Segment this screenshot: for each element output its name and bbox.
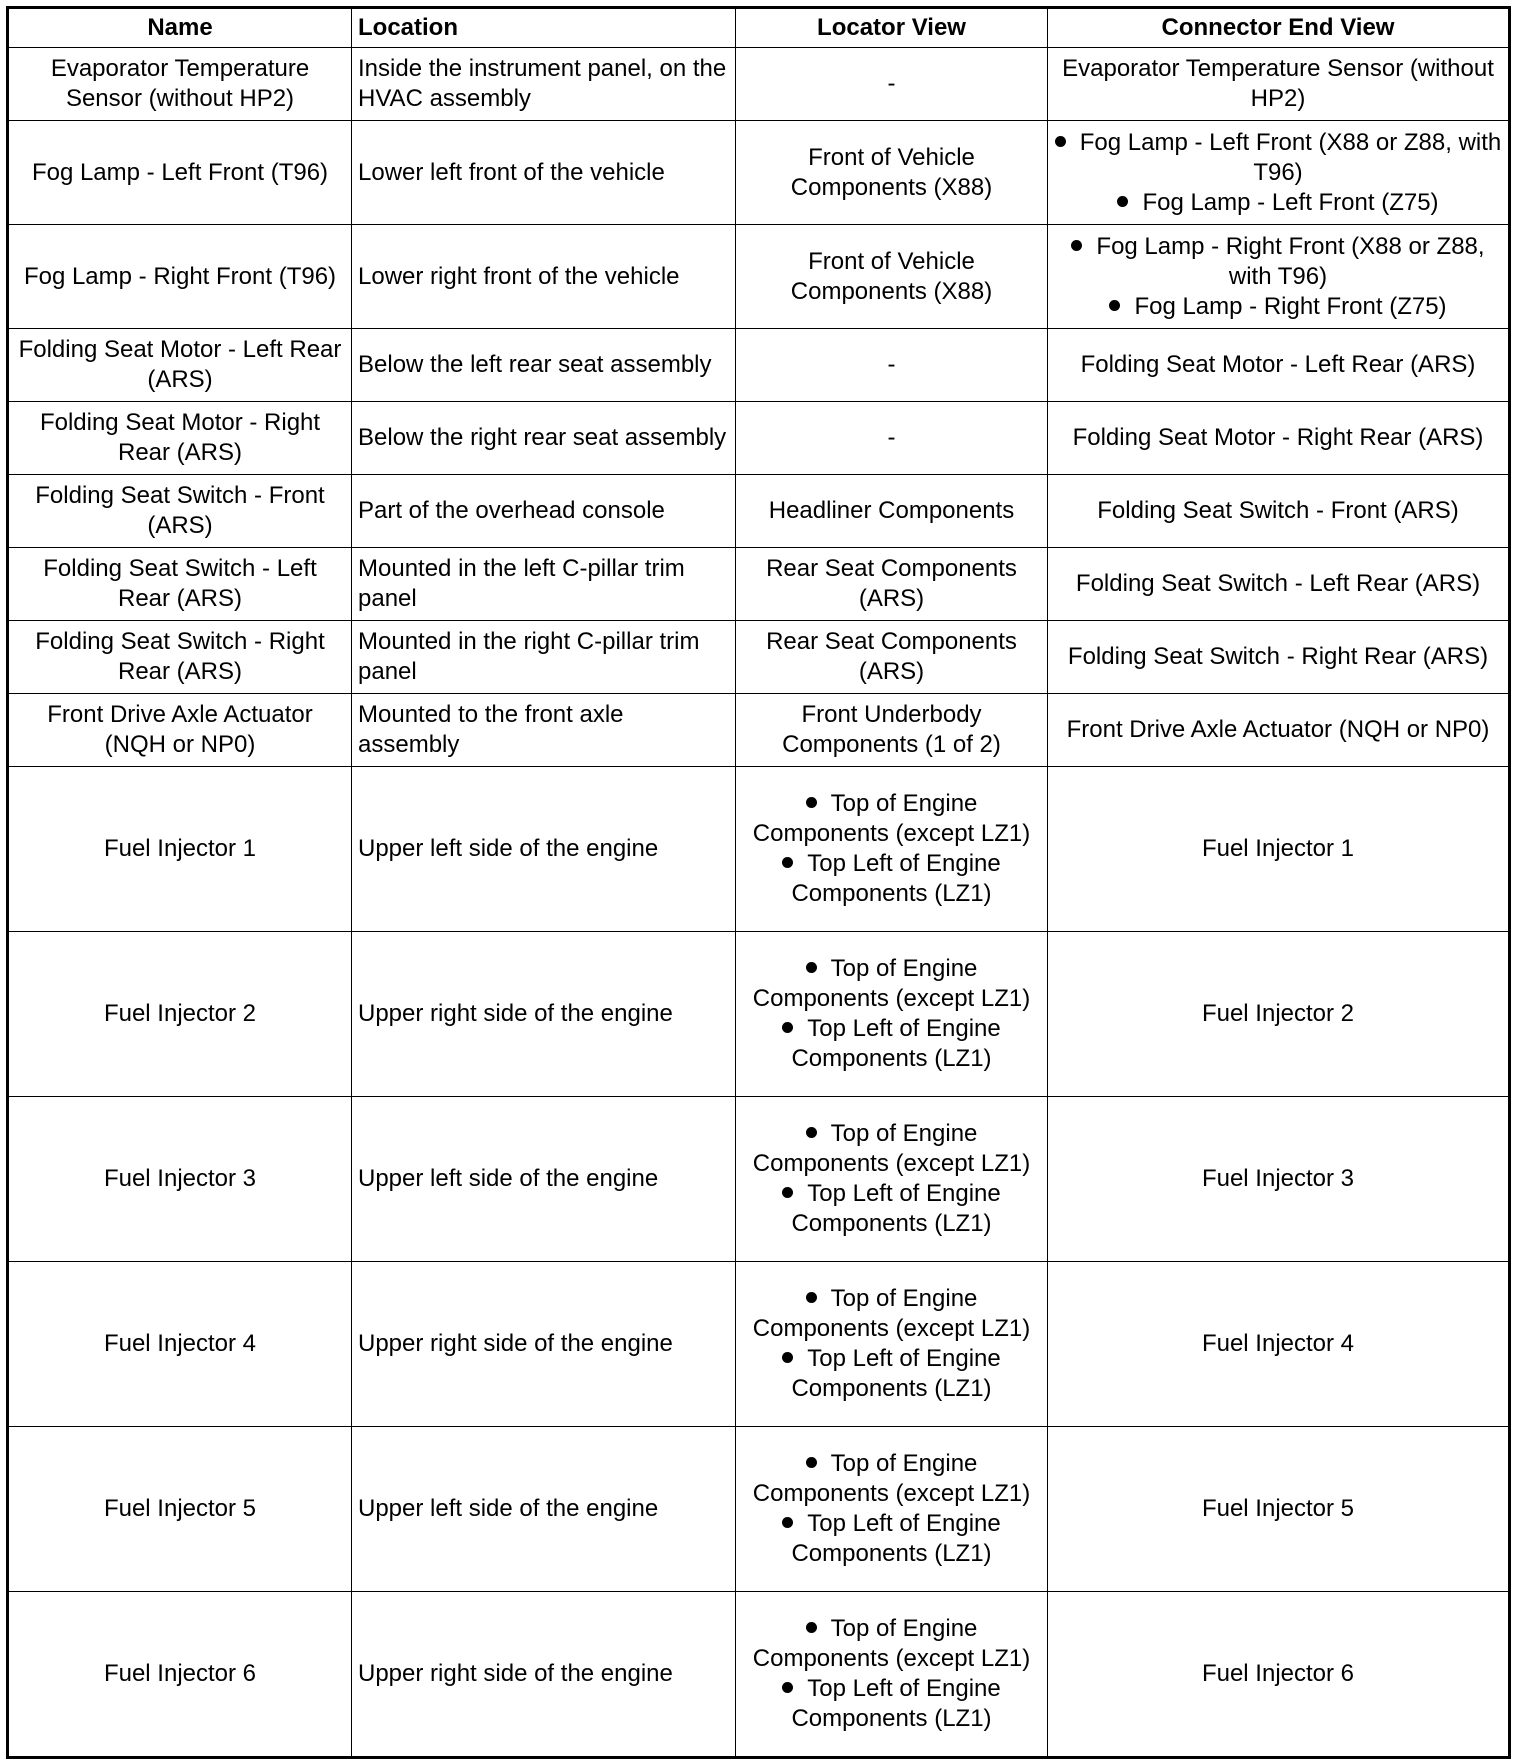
bullet-item: [742, 789, 1041, 849]
bullet-text: Fog Lamp - Left Front (X88 or Z88, with T96): [1079, 128, 1502, 186]
bullet-icon: [782, 1517, 793, 1528]
component-locator-table: [6, 6, 1511, 1759]
cell-location: Below the right rear seat assembly: [352, 402, 736, 475]
table-row: [8, 548, 1510, 621]
cell-location: Lower left front of the vehicle: [352, 121, 736, 225]
bullet-icon: [1117, 196, 1128, 207]
bullet-item: [742, 1284, 1041, 1344]
bullet-item: [1054, 128, 1502, 188]
bullet-text: Top of Engine Components (except LZ1): [752, 1450, 1031, 1507]
table-row: [8, 225, 1510, 329]
cell-name: Folding Seat Motor - Left Rear (ARS): [8, 329, 352, 402]
bullet-item: [1054, 292, 1502, 322]
bullet-list: [742, 954, 1041, 1074]
cell-name: Folding Seat Motor - Right Rear (ARS): [8, 402, 352, 475]
cell-connector-end-view: [1048, 121, 1510, 225]
cell-name: Fog Lamp - Left Front (T96): [8, 121, 352, 225]
table-row: [8, 1097, 1510, 1262]
header-name: Name: [8, 8, 352, 48]
cell-name: Front Drive Axle Actuator (NQH or NP0): [8, 694, 352, 767]
bullet-text: Top of Engine Components (except LZ1): [752, 1285, 1031, 1342]
cell-location: Upper right side of the engine: [352, 1592, 736, 1758]
bullet-icon: [806, 1457, 817, 1468]
bullet-text: Top of Engine Components (except LZ1): [752, 955, 1031, 1012]
table-row: [8, 694, 1510, 767]
table-row: [8, 1262, 1510, 1427]
cell-locator-view: [736, 1097, 1048, 1262]
header-locator-view: Locator View: [736, 8, 1048, 48]
header-row: [8, 8, 1510, 48]
bullet-text: Top of Engine Components (except LZ1): [752, 1615, 1031, 1672]
cell-name: Fog Lamp - Right Front (T96): [8, 225, 352, 329]
cell-locator-view: [736, 1592, 1048, 1758]
cell-connector-end-view: Fuel Injector 6: [1048, 1592, 1510, 1758]
bullet-text: Top Left of Engine Components (LZ1): [791, 1345, 1001, 1402]
bullet-item: [742, 1449, 1041, 1509]
cell-name: Fuel Injector 1: [8, 767, 352, 932]
bullet-icon: [806, 1292, 817, 1303]
cell-connector-end-view: Evaporator Temperature Sensor (without HP2): [1048, 48, 1510, 121]
cell-locator-view: Front Underbody Components (1 of 2): [736, 694, 1048, 767]
bullet-item: [742, 1344, 1041, 1404]
cell-locator-view: Headliner Components: [736, 475, 1048, 548]
table-row: [8, 121, 1510, 225]
bullet-list: [742, 1119, 1041, 1239]
bullet-text: Top of Engine Components (except LZ1): [752, 1120, 1031, 1177]
cell-locator-view: [736, 932, 1048, 1097]
cell-connector-end-view: Folding Seat Switch - Left Rear (ARS): [1048, 548, 1510, 621]
bullet-item: [742, 954, 1041, 1014]
table-row: [8, 475, 1510, 548]
bullet-item: [742, 1674, 1041, 1734]
table-row: [8, 767, 1510, 932]
cell-connector-end-view: Folding Seat Switch - Front (ARS): [1048, 475, 1510, 548]
bullet-item: [742, 1614, 1041, 1674]
cell-location: Upper left side of the engine: [352, 767, 736, 932]
bullet-icon: [782, 1352, 793, 1363]
cell-location: Mounted to the front axle assembly: [352, 694, 736, 767]
header-location: Location: [352, 8, 736, 48]
cell-locator-view: Front of Vehicle Components (X88): [736, 121, 1048, 225]
bullet-icon: [782, 1187, 793, 1198]
cell-connector-end-view: [1048, 225, 1510, 329]
cell-connector-end-view: Front Drive Axle Actuator (NQH or NP0): [1048, 694, 1510, 767]
bullet-item: [1054, 232, 1502, 292]
cell-locator-view: -: [736, 48, 1048, 121]
bullet-list: [742, 1614, 1041, 1734]
bullet-icon: [806, 1622, 817, 1633]
cell-location: Mounted in the right C-pillar trim panel: [352, 621, 736, 694]
cell-connector-end-view: Fuel Injector 1: [1048, 767, 1510, 932]
cell-connector-end-view: Fuel Injector 4: [1048, 1262, 1510, 1427]
bullet-text: Top Left of Engine Components (LZ1): [791, 1015, 1001, 1072]
cell-location: Inside the instrument panel, on the HVAC assembly: [352, 48, 736, 121]
bullet-text: Top Left of Engine Components (LZ1): [791, 1510, 1001, 1567]
bullet-icon: [782, 857, 793, 868]
cell-locator-view: [736, 1427, 1048, 1592]
bullet-text: Top of Engine Components (except LZ1): [752, 790, 1031, 847]
cell-locator-view: Rear Seat Components (ARS): [736, 621, 1048, 694]
bullet-item: [742, 1119, 1041, 1179]
bullet-text: Top Left of Engine Components (LZ1): [791, 1180, 1001, 1237]
table-row: [8, 1592, 1510, 1758]
cell-locator-view: Front of Vehicle Components (X88): [736, 225, 1048, 329]
cell-name: Fuel Injector 5: [8, 1427, 352, 1592]
bullet-list: [742, 1449, 1041, 1569]
cell-connector-end-view: Fuel Injector 2: [1048, 932, 1510, 1097]
bullet-item: [1054, 188, 1502, 218]
bullet-list: [742, 789, 1041, 909]
bullet-icon: [806, 1127, 817, 1138]
table-row: [8, 932, 1510, 1097]
cell-name: Fuel Injector 2: [8, 932, 352, 1097]
bullet-list: [1054, 128, 1502, 218]
cell-locator-view: [736, 767, 1048, 932]
cell-name: Evaporator Temperature Sensor (without HP2): [8, 48, 352, 121]
cell-name: Folding Seat Switch - Left Rear (ARS): [8, 548, 352, 621]
bullet-list: [1054, 232, 1502, 322]
cell-name: Fuel Injector 6: [8, 1592, 352, 1758]
cell-locator-view: [736, 1262, 1048, 1427]
bullet-icon: [806, 962, 817, 973]
bullet-text: Fog Lamp - Left Front (Z75): [1142, 188, 1439, 216]
table-body: [8, 48, 1510, 1758]
bullet-text: Top Left of Engine Components (LZ1): [791, 850, 1001, 907]
cell-connector-end-view: Folding Seat Motor - Left Rear (ARS): [1048, 329, 1510, 402]
cell-connector-end-view: Fuel Injector 3: [1048, 1097, 1510, 1262]
bullet-icon: [1055, 136, 1066, 147]
bullet-text: Fog Lamp - Right Front (Z75): [1134, 292, 1447, 320]
bullet-icon: [782, 1682, 793, 1693]
bullet-item: [742, 1014, 1041, 1074]
bullet-icon: [1109, 300, 1120, 311]
cell-location: Upper left side of the engine: [352, 1427, 736, 1592]
table-row: [8, 329, 1510, 402]
bullet-item: [742, 1179, 1041, 1239]
bullet-icon: [1071, 240, 1082, 251]
cell-name: Fuel Injector 4: [8, 1262, 352, 1427]
header-connector-end-view: Connector End View: [1048, 8, 1510, 48]
table-row: [8, 1427, 1510, 1592]
table-row: [8, 402, 1510, 475]
cell-connector-end-view: Fuel Injector 5: [1048, 1427, 1510, 1592]
cell-location: Upper right side of the engine: [352, 1262, 736, 1427]
bullet-list: [742, 1284, 1041, 1404]
bullet-item: [742, 1509, 1041, 1569]
cell-location: Mounted in the left C-pillar trim panel: [352, 548, 736, 621]
bullet-text: Fog Lamp - Right Front (X88 or Z88, with T96): [1096, 232, 1485, 290]
cell-connector-end-view: Folding Seat Switch - Right Rear (ARS): [1048, 621, 1510, 694]
cell-location: Part of the overhead console: [352, 475, 736, 548]
cell-locator-view: -: [736, 329, 1048, 402]
cell-location: Lower right front of the vehicle: [352, 225, 736, 329]
table-header: [8, 8, 1510, 48]
cell-locator-view: -: [736, 402, 1048, 475]
cell-name: Fuel Injector 3: [8, 1097, 352, 1262]
cell-name: Folding Seat Switch - Front (ARS): [8, 475, 352, 548]
cell-location: Upper right side of the engine: [352, 932, 736, 1097]
bullet-item: [742, 849, 1041, 909]
bullet-icon: [806, 797, 817, 808]
cell-locator-view: Rear Seat Components (ARS): [736, 548, 1048, 621]
bullet-icon: [782, 1022, 793, 1033]
cell-location: Below the left rear seat assembly: [352, 329, 736, 402]
table-row: [8, 621, 1510, 694]
bullet-text: Top Left of Engine Components (LZ1): [791, 1675, 1001, 1732]
cell-name: Folding Seat Switch - Right Rear (ARS): [8, 621, 352, 694]
cell-location: Upper left side of the engine: [352, 1097, 736, 1262]
table-row: [8, 48, 1510, 121]
cell-connector-end-view: Folding Seat Motor - Right Rear (ARS): [1048, 402, 1510, 475]
